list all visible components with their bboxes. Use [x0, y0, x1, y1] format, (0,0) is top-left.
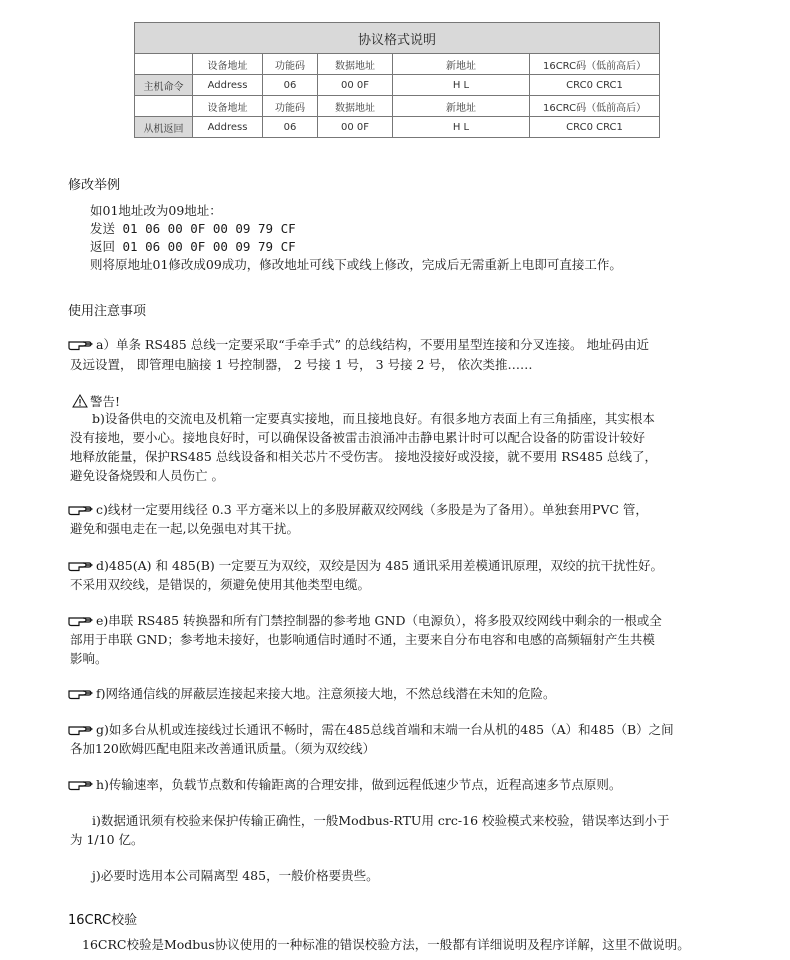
table-row	[135, 75, 660, 96]
table-title: 协议格式说明	[135, 23, 660, 54]
table-cell: Address	[193, 75, 263, 96]
crc-line: 16CRC校验是Modbus协议使用的一种标准的错误校验方法，一般都有详细说明及程序详解，这里不做说明。	[82, 937, 690, 952]
table-header-row	[135, 96, 660, 117]
pointing-hand-icon	[68, 502, 94, 516]
crc-heading: 16CRC校验	[68, 913, 138, 928]
table-cell: H L	[393, 75, 530, 96]
note-b-line: b)设备供电的交流电及机箱一定要真实接地，而且接地良好。有很多地方表面上有三角插座，其实根本	[92, 411, 655, 426]
pointing-hand-icon	[68, 558, 94, 572]
table-cell: 06	[263, 75, 318, 96]
example-send-line: 发送 01 06 00 0F 00 09 79 CF	[90, 221, 296, 236]
note-e-line: 影响。	[70, 651, 108, 666]
example-return-line: 返回 01 06 00 0F 00 09 79 CF	[90, 239, 296, 254]
pointing-hand-icon	[68, 337, 94, 351]
table-header-cell: 数据地址	[318, 96, 393, 117]
note-a-line: 及远设置， 即管理电脑接 1 号控制器， 2 号接 1 号， 3 号接 2 号， 依次类推……	[70, 357, 533, 372]
pointing-hand-icon	[68, 686, 94, 700]
note-c-line: c)线材一定要用线径 0.3 平方毫米以上的多股屏蔽双绞网线（多股是为了备用）。单独套用PVC 管，	[68, 500, 648, 518]
note-b-line: 避免设备烧毁和人员伤亡 。	[70, 468, 224, 483]
table-cell: 06	[263, 117, 318, 138]
table-cell: CRC0 CRC1	[530, 117, 660, 138]
pointing-hand-icon	[68, 613, 94, 627]
note-j-line: j)必要时选用本公司隔离型 485，一般价格要贵些。	[92, 868, 379, 883]
table-header-cell: 设备地址	[193, 54, 263, 75]
warning-triangle-icon	[72, 394, 88, 408]
table-cell: H L	[393, 117, 530, 138]
notes-heading: 使用注意事项	[68, 304, 147, 319]
warning-title: 警告!	[72, 392, 120, 410]
pointing-hand-icon	[68, 777, 94, 791]
note-g-line: 各加120欧姆匹配电阻来改善通讯质量。（须为双绞线）	[70, 741, 376, 756]
pointing-hand-icon	[68, 722, 94, 736]
table-row	[135, 117, 660, 138]
note-i-line: 为 1/10 亿。	[70, 832, 144, 847]
table-header-empty	[135, 54, 193, 75]
note-i-line: i)数据通讯须有校验来保护传输正确性，一般Modbus-RTU用 crc-16 校验模式来校验，错误率达到小于	[92, 813, 670, 828]
table-cell: Address	[193, 117, 263, 138]
table-header-row	[135, 54, 660, 75]
note-d-line: 不采用双绞线，是错误的，须避免使用其他类型电缆。	[70, 577, 371, 592]
table-header-cell: 数据地址	[318, 54, 393, 75]
table-header-cell: 16CRC码（低前高后）	[530, 54, 660, 75]
table-header-cell: 功能码	[263, 96, 318, 117]
note-h-line: h)传输速率，负载节点数和传输距离的合理安排，做到远程低速少节点，近程高速多节点原则。	[68, 775, 621, 793]
table-header-cell: 设备地址	[193, 96, 263, 117]
row-label-slave: 从机返回	[135, 117, 193, 138]
table-cell: 00 0F	[318, 75, 393, 96]
table-header-cell: 新地址	[393, 54, 530, 75]
note-e-line: 部用于串联 GND；参考地未接好，也影响通信时通时不通，主要来自分布电容和电感的高频辐射产生共模	[70, 632, 655, 647]
note-c-line: 避免和强电走在一起,以免强电对其干扰。	[70, 521, 299, 536]
note-e-line: e)串联 RS485 转换器和所有门禁控制器的参考地 GND（电源负），将多股双绞网线中剩余的一根或全	[68, 611, 662, 629]
table-cell: CRC0 CRC1	[530, 75, 660, 96]
table-header-cell: 16CRC码（低前高后）	[530, 96, 660, 117]
note-f-line: f)网络通信线的屏蔽层连接起来接大地。注意须接大地，不然总线潜在未知的危险。	[68, 684, 556, 702]
table-cell: 00 0F	[318, 117, 393, 138]
row-label-master: 主机命令	[135, 75, 193, 96]
note-d-line: d)485(A) 和 485(B) 一定要互为双绞，双绞是因为 485 通讯采用差模通讯原理，双绞的抗干扰性好。	[68, 556, 663, 574]
note-b-line: 没有接地，要小心。接地良好时，可以确保设备被雷击浪涌冲击静电累计时可以配合设备的防雷设计较好	[70, 430, 646, 445]
note-b-line: 地释放能量，保护RS485 总线设备和相关芯片不受伤害。 接地没接好或没接，就不要用 RS485 总线了，	[70, 449, 658, 464]
example-heading: 修改举例	[68, 178, 121, 193]
example-line: 则将原地址01修改成09成功，修改地址可线下或线上修改，完成后无需重新上电即可直接工作。	[90, 257, 622, 272]
table-header-empty	[135, 96, 193, 117]
note-a-line: a）单条 RS485 总线一定要采取“手牵手式” 的总线结构，不要用星型连接和分叉连接。 地址码由近	[68, 335, 649, 353]
protocol-table	[134, 22, 660, 138]
note-g-line: g)如多台从机或连接线过长通讯不畅时，需在485总线首端和末端一台从机的485（A）和485（B）之间	[68, 720, 674, 738]
table-header-cell: 新地址	[393, 96, 530, 117]
table-header-cell: 功能码	[263, 54, 318, 75]
example-line: 如01地址改为09地址：	[90, 203, 222, 218]
